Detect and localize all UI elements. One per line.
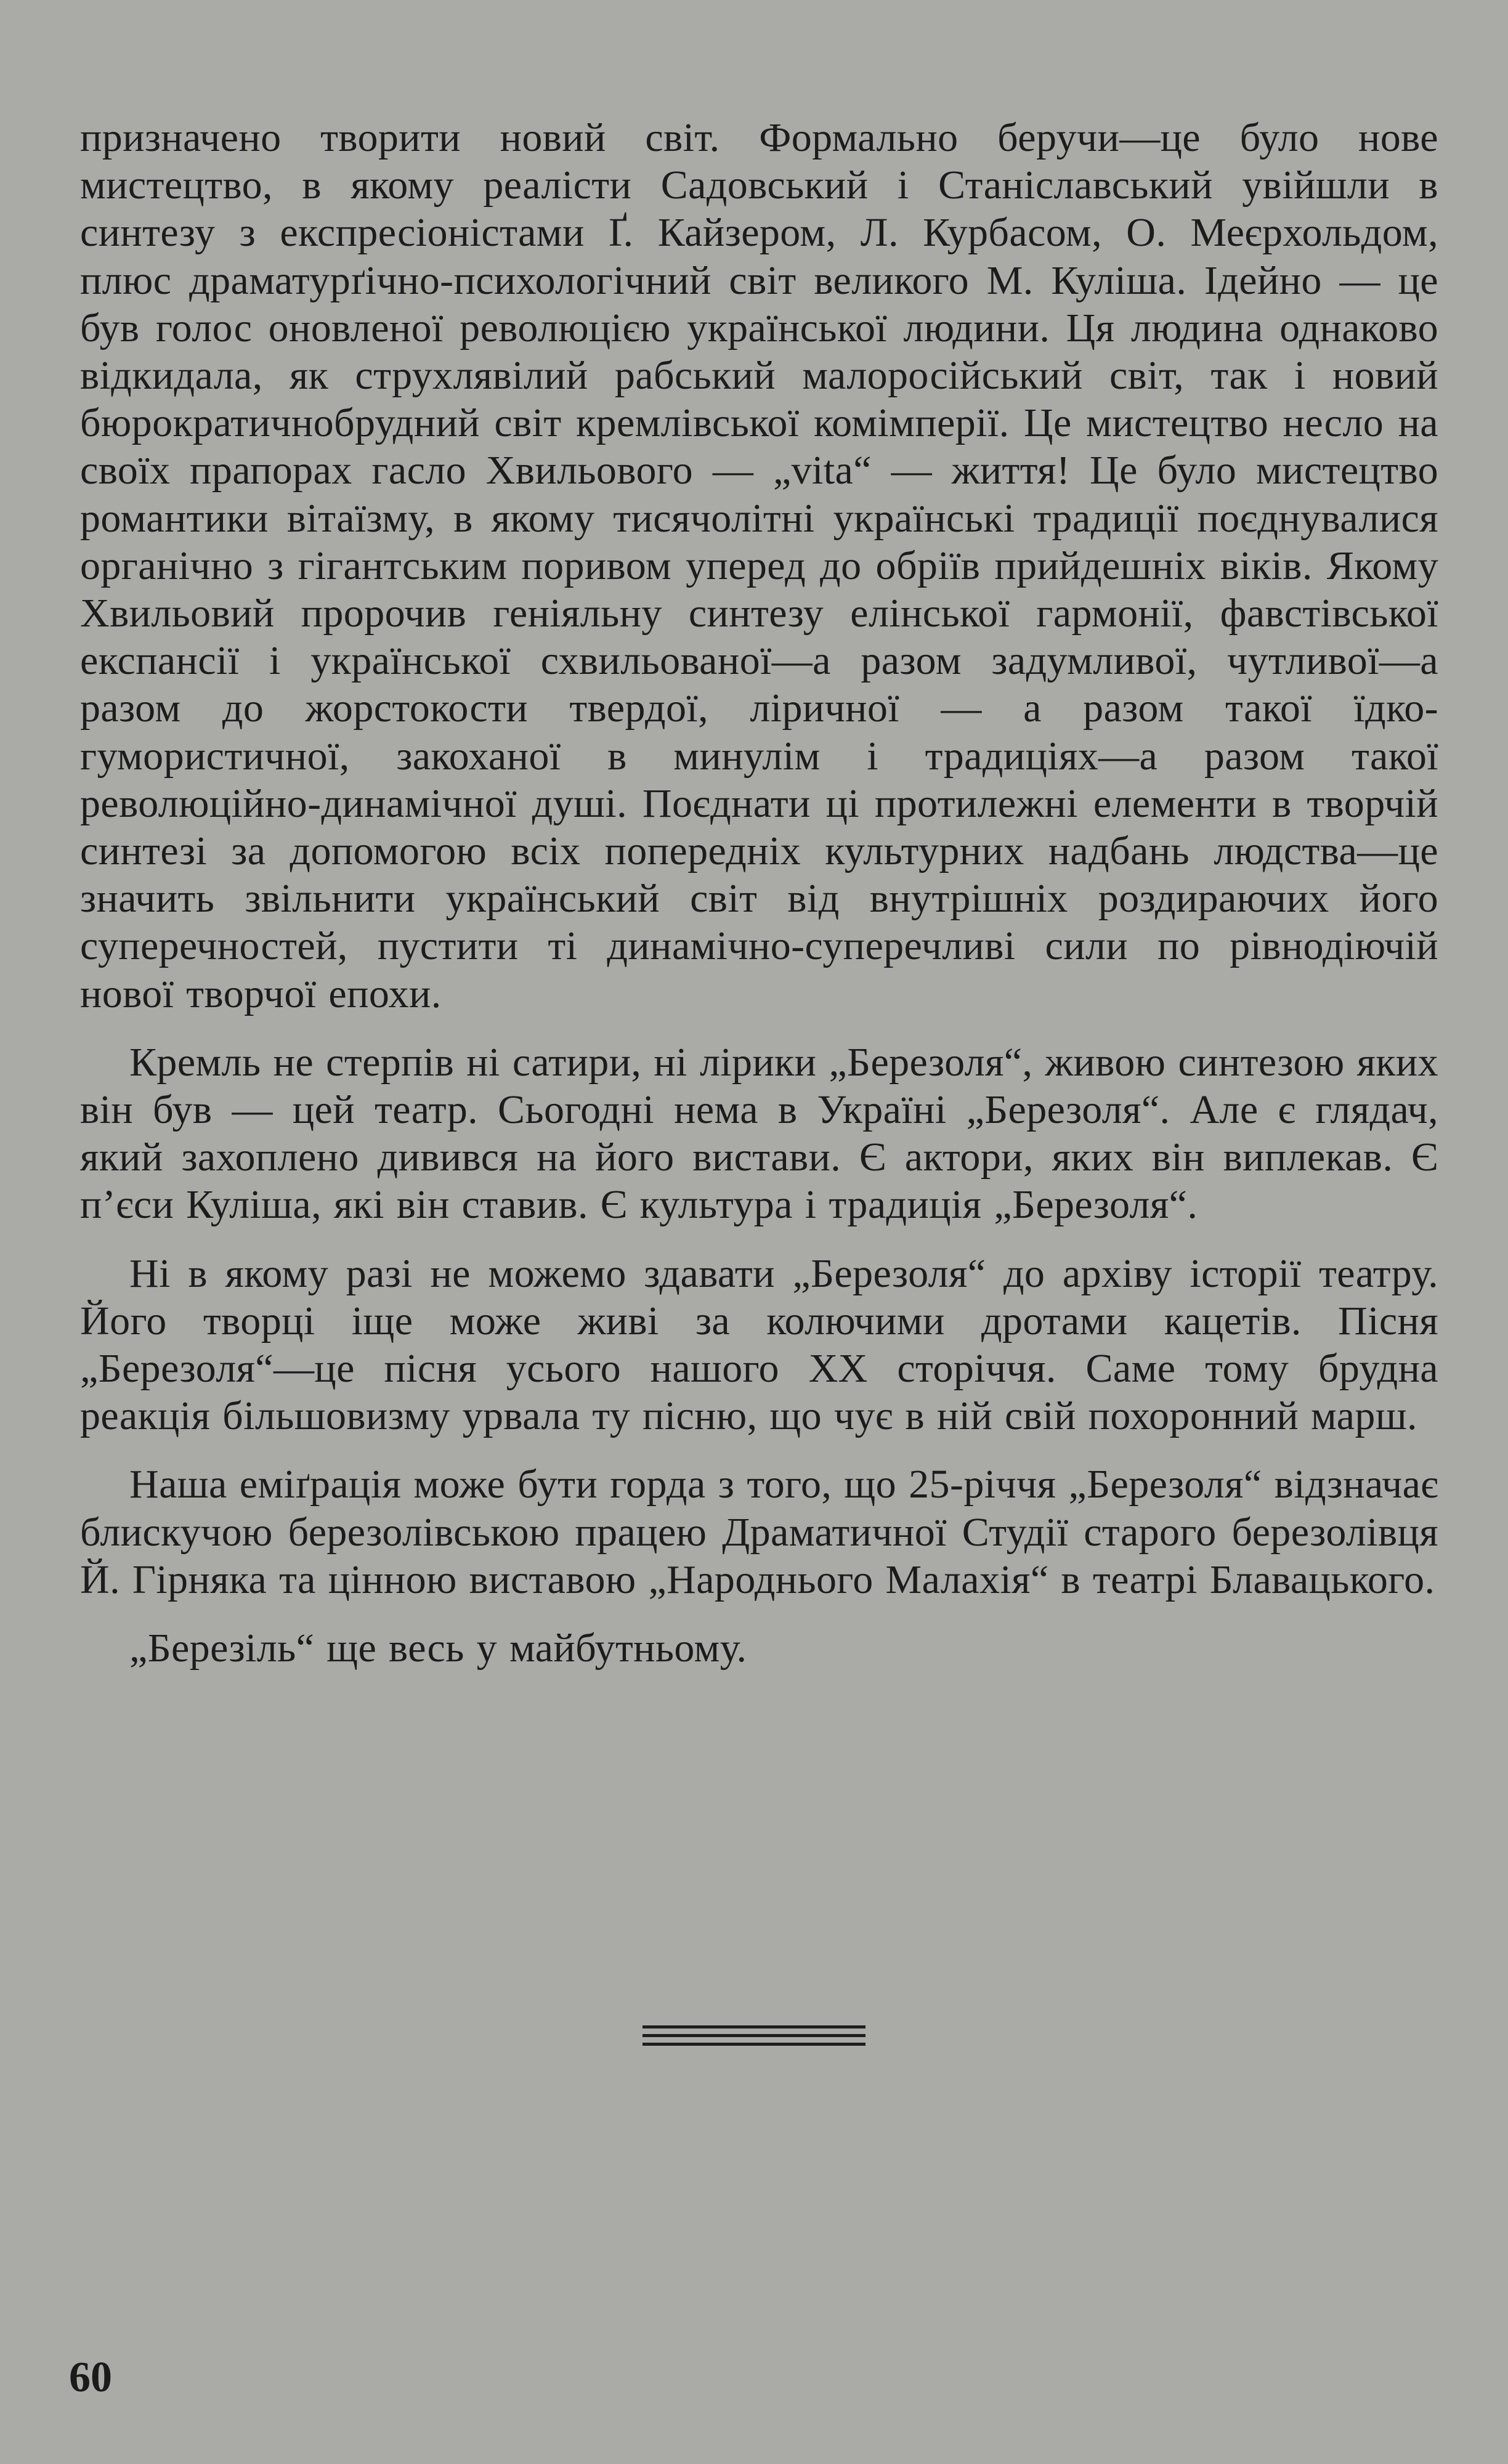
paragraph-gap (80, 1229, 1438, 1250)
paragraph-gap (80, 1603, 1438, 1624)
divider-line (643, 2034, 865, 2037)
paragraph-3: Ні в якому разі не можемо здавати „Березоля“ до архіву історії театру. Його творці іще може живі за колючими дротами кацетів. Пісня „Березоля“—це пісня усього нашого XX сторіччя. Саме тому брудна реакція більшовизму урвала ту пісню, що чує в ній свій похоронний марш. (80, 1250, 1438, 1439)
paragraph-2: Кремль не стерпів ні сатири, ні лірики „Березоля“, живою синтезою яких він був — цей театр. Сьогодні нема в Україні „Березоля“. Але є глядач, який захоплено дивився на його вистави. Є актори, яких він виплекав. Є п’єси Куліша, які він ставив. Є культура і традиція „Березоля“. (80, 1039, 1438, 1228)
page-number: 60 (69, 2354, 112, 2401)
divider-line (643, 2043, 865, 2046)
paragraph-5: „Березіль“ ще весь у майбутньому. (129, 1626, 747, 1671)
divider-line (643, 2025, 865, 2028)
section-divider (643, 2025, 865, 2051)
paragraph-gap (80, 1440, 1438, 1461)
paragraph-4: Наша еміґрація може бути горда з того, що 25-річчя „Березоля“ відзначає блискучою березолівською працею Драматичної Студії старого березолівця Й. Гірняка та цінною виставою „Народнього Малахія“ в театрі Блавацького. (80, 1462, 1438, 1602)
body-text (80, 114, 1438, 1672)
paragraph-gap (80, 1018, 1438, 1039)
paragraph-1: призначено творити новий світ. Формально беручи—це було нове мистецтво, в якому реалісти Садовський і Станіславський увійшли в синтезу з експресіоністами Ґ. Кайзером, Л. Курбасом, О. Меєрхольдом, плюс драматурґічно-психологічний світ великого М. Куліша. Ідейно — це був голос оновленої революцією української людини. Ця людина однаково відкидала, як струхлявілий рабський малоросійський світ, так і новий бюрократичнобрудний світ кремлівської комімперії. Це мистецтво несло на своїх прапорах гасло Хвильового — „vita“ — життя! Це було мистецтво романтики вітаїзму, в якому тисячолітні українські традиції поєднувалися органічно з гігантським поривом уперед до обріїв прийдешніх віків. Якому Хвильовий пророчив геніяльну синтезу елінської гармонії, фавстівської експансії і української схвильованої—а разом задумливої, чутливої—а разом до жорстокости твердої, ліричної — а разом такої їдко-гумористичної, закоханої в минулім і традиціях—а разом такої революційно-динамічної душі. Поєднати ці протилежні елементи в творчій синтезі за допомогою всіх попередніх культурних надбань людства—це значить звільнити український світ від внутрішніх роздираючих його суперечностей, пустити ті динамічно-суперечливі сили по рівнодіючій нової творчої епохи. (80, 115, 1438, 1016)
